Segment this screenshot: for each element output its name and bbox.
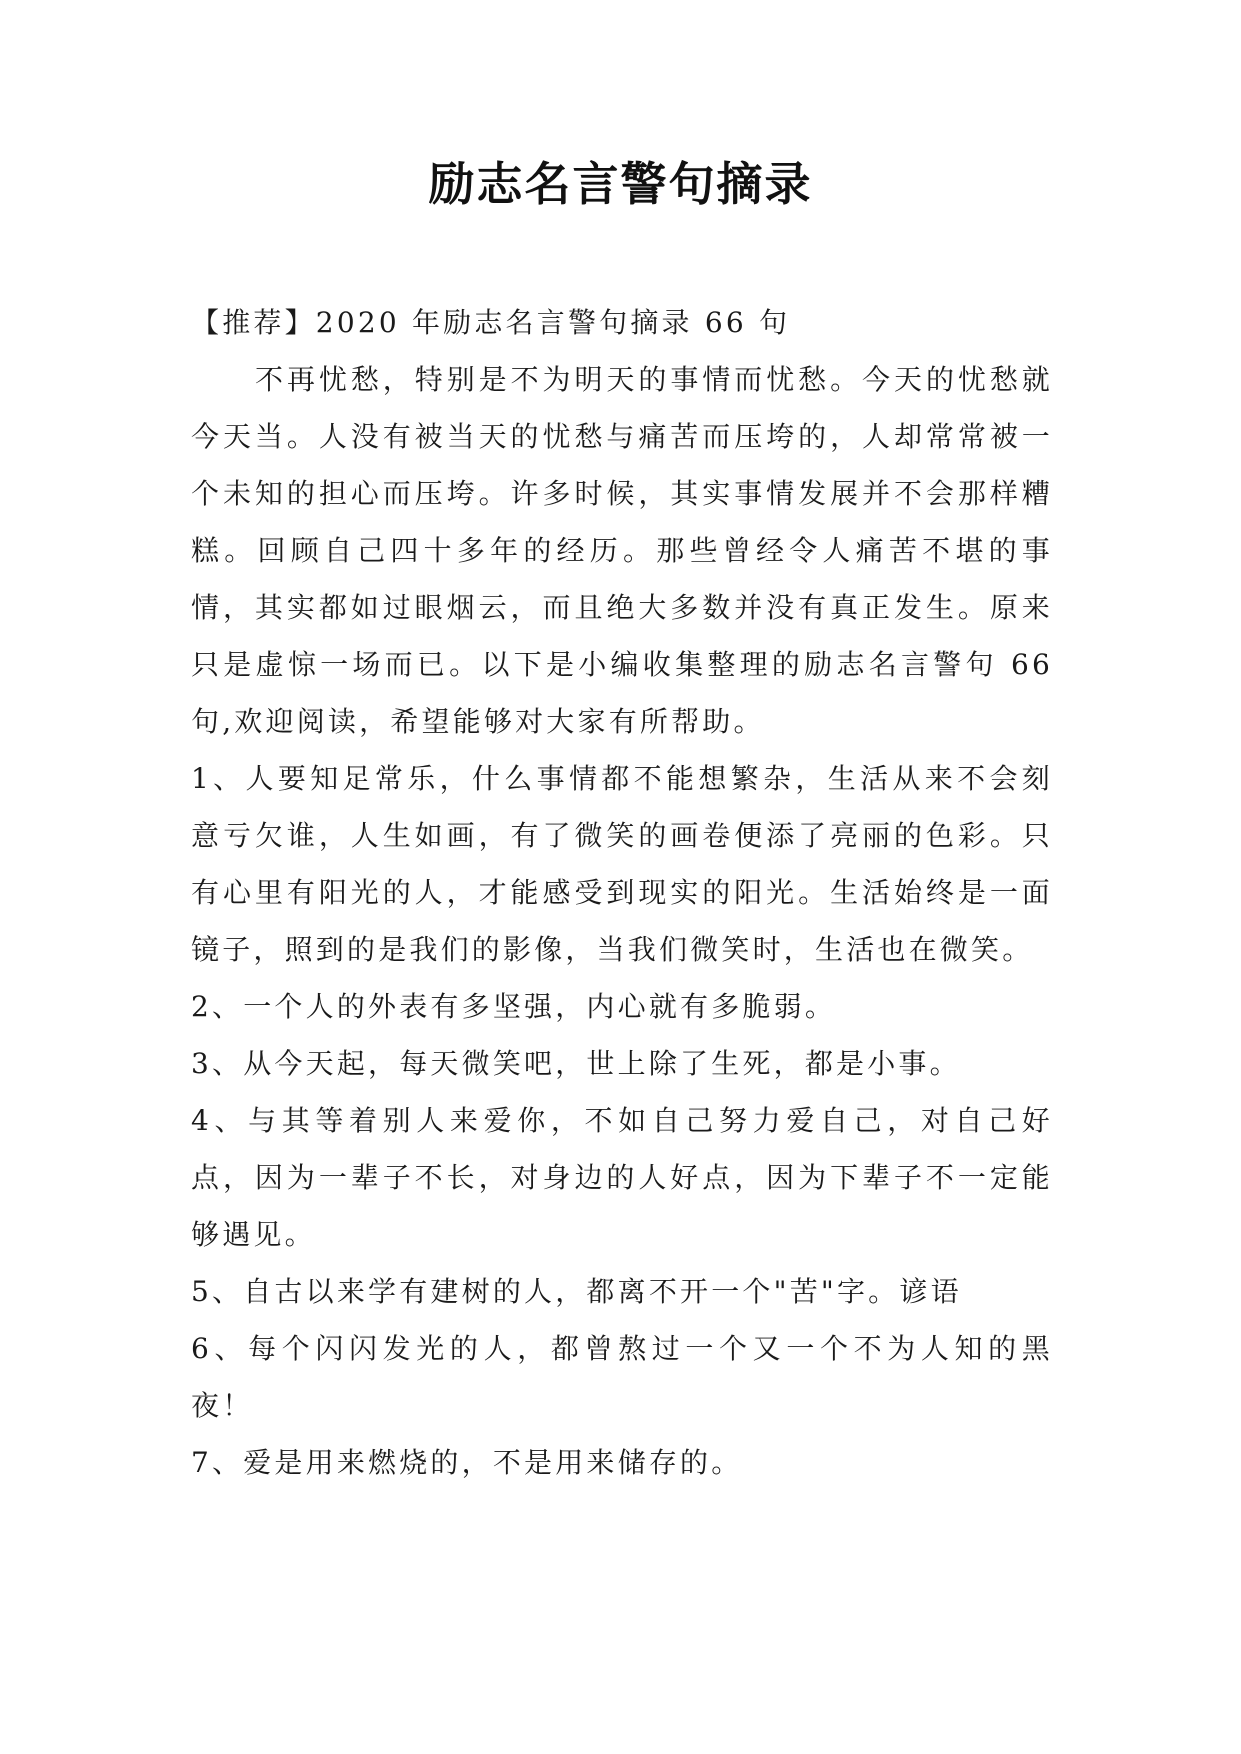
quote-item-5: 5、自古以来学有建树的人，都离不开一个"苦"字。谚语	[191, 1275, 962, 1308]
document-subtitle: 【推荐】2020 年励志名言警句摘录 66 句	[191, 306, 791, 339]
quote-item-2: 2、一个人的外表有多坚强，内心就有多脆弱。	[191, 990, 837, 1023]
quote-item-3: 3、从今天起，每天微笑吧，世上除了生死，都是小事。	[191, 1047, 961, 1080]
intro-paragraph: 不再忧愁，特别是不为明天的事情而忧愁。今天的忧愁就今天当。人没有被当天的忧愁与痛苦而压垮的，人却常常被一个未知的担心而压垮。许多时候，其实事情发展并不会那样糟糕。回顾自己四十多年的经历。那些曾经令人痛苦不堪的事情，其实都如过眼烟云，而且绝大多数并没有真正发生。原来只是虚惊一场而已。以下是小编收集整理的励志名言警句 66 句,欢迎阅读，希望能够对大家有所帮助。	[191, 363, 1053, 738]
quote-item-1: 1、人要知足常乐，什么事情都不能想繁杂，生活从来不会刻意亏欠谁，人生如画，有了微笑的画卷便添了亮丽的色彩。只有心里有阳光的人，才能感受到现实的阳光。生活始终是一面镜子，照到的是我们的影像，当我们微笑时，生活也在微笑。	[191, 762, 1053, 966]
document-title: 励志名言警句摘录	[428, 157, 813, 211]
quote-item-6: 6、每个闪闪发光的人，都曾熬过一个又一个不为人知的黑夜！	[191, 1332, 1053, 1422]
quote-item-7: 7、爱是用来燃烧的，不是用来储存的。	[191, 1446, 743, 1479]
document-body	[191, 294, 1053, 1491]
quote-item-4: 4、与其等着别人来爱你，不如自己努力爱自己，对自己好点，因为一辈子不长，对身边的人好点，因为下辈子不一定能够遇见。	[191, 1104, 1053, 1251]
